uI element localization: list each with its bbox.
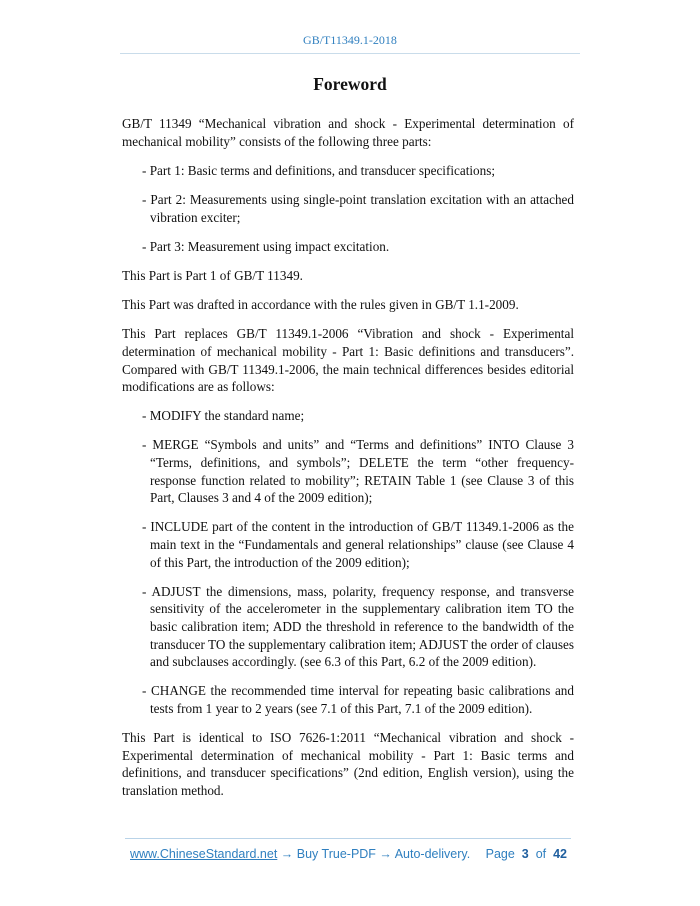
page-title: Foreword bbox=[313, 74, 387, 94]
document-body bbox=[122, 115, 574, 811]
paragraph: This Part replaces GB/T 11349.1-2006 “Vibration and shock - Experimental determination of mechanical mobility - Part 1: Basic definitions and transducers”. Compared with GB/T 11349.1-2006, the main technical differences besides editorial modifications are as follows: bbox=[122, 326, 574, 395]
paragraph: GB/T 11349 “Mechanical vibration and shock - Experimental determination of mechanical mobility” consists of the following three parts: bbox=[122, 116, 574, 149]
footer-divider bbox=[125, 838, 571, 839]
list-item: - Part 1: Basic terms and definitions, and transducer specifications; bbox=[142, 162, 496, 178]
paragraph: This Part is identical to ISO 7626-1:2011 “Mechanical vibration and shock - Experimental determination of mechanical mobility - Part 1: Basic terms and definitions, and transducer specifications” (2nd edition, English version), using the translation method. bbox=[122, 730, 574, 798]
list-item: - CHANGE the recommended time interval for repeating basic calibrations and tests from 1 year to 2 years (see 7.1 of this Part, 7.1 of the 2009 edition). bbox=[142, 683, 574, 716]
footer bbox=[130, 847, 570, 861]
list-item: - INCLUDE part of the content in the introduction of GB/T 11349.1-2006 as the main text in the “Fundamentals and general relationships” clause (see Clause 4 of this Part, the introduction of the 2009 edition); bbox=[142, 519, 574, 570]
list-item: - MODIFY the standard name; bbox=[142, 408, 305, 424]
paragraph: This Part was drafted in accordance with the rules given in GB/T 1.1-2009. bbox=[122, 297, 519, 313]
list-item: - Part 3: Measurement using impact excitation. bbox=[142, 238, 390, 254]
website-link[interactable]: www.ChineseStandard.net bbox=[130, 847, 278, 861]
document-id-header: GB/T11349.1-2018 bbox=[303, 33, 397, 47]
paragraph: This Part is Part 1 of GB/T 11349. bbox=[122, 267, 303, 283]
footer-tagline: → Buy True-PDF → Auto-delivery. bbox=[277, 847, 471, 861]
page-number: Page 3 of 42 bbox=[485, 847, 567, 861]
list-item: - MERGE “Symbols and units” and “Terms and definitions” INTO Clause 3 “Terms, definitions, and symbols”; DELETE the term “other frequency-response function related to mobility”; RETAIN Table 1 (see Clause 3 of this Part, Clauses 3 and 4 of the 2009 edition); bbox=[142, 437, 574, 506]
list-item: - Part 2: Measurements using single-point translation excitation with an attached vibration exciter; bbox=[142, 191, 574, 225]
header-divider bbox=[120, 53, 580, 54]
list-item: - ADJUST the dimensions, mass, polarity, frequency response, and transverse sensitivity of the accelerometer in the supplementary calibration item TO the basic calibration item; ADD the threshold in reference to the bandwidth of the transducer TO the supplementary calibration item; ADJUST the order of clauses and subclauses accordingly. (see 6.3 of this Part, 6.2 of the 2009 edition). bbox=[142, 583, 574, 670]
